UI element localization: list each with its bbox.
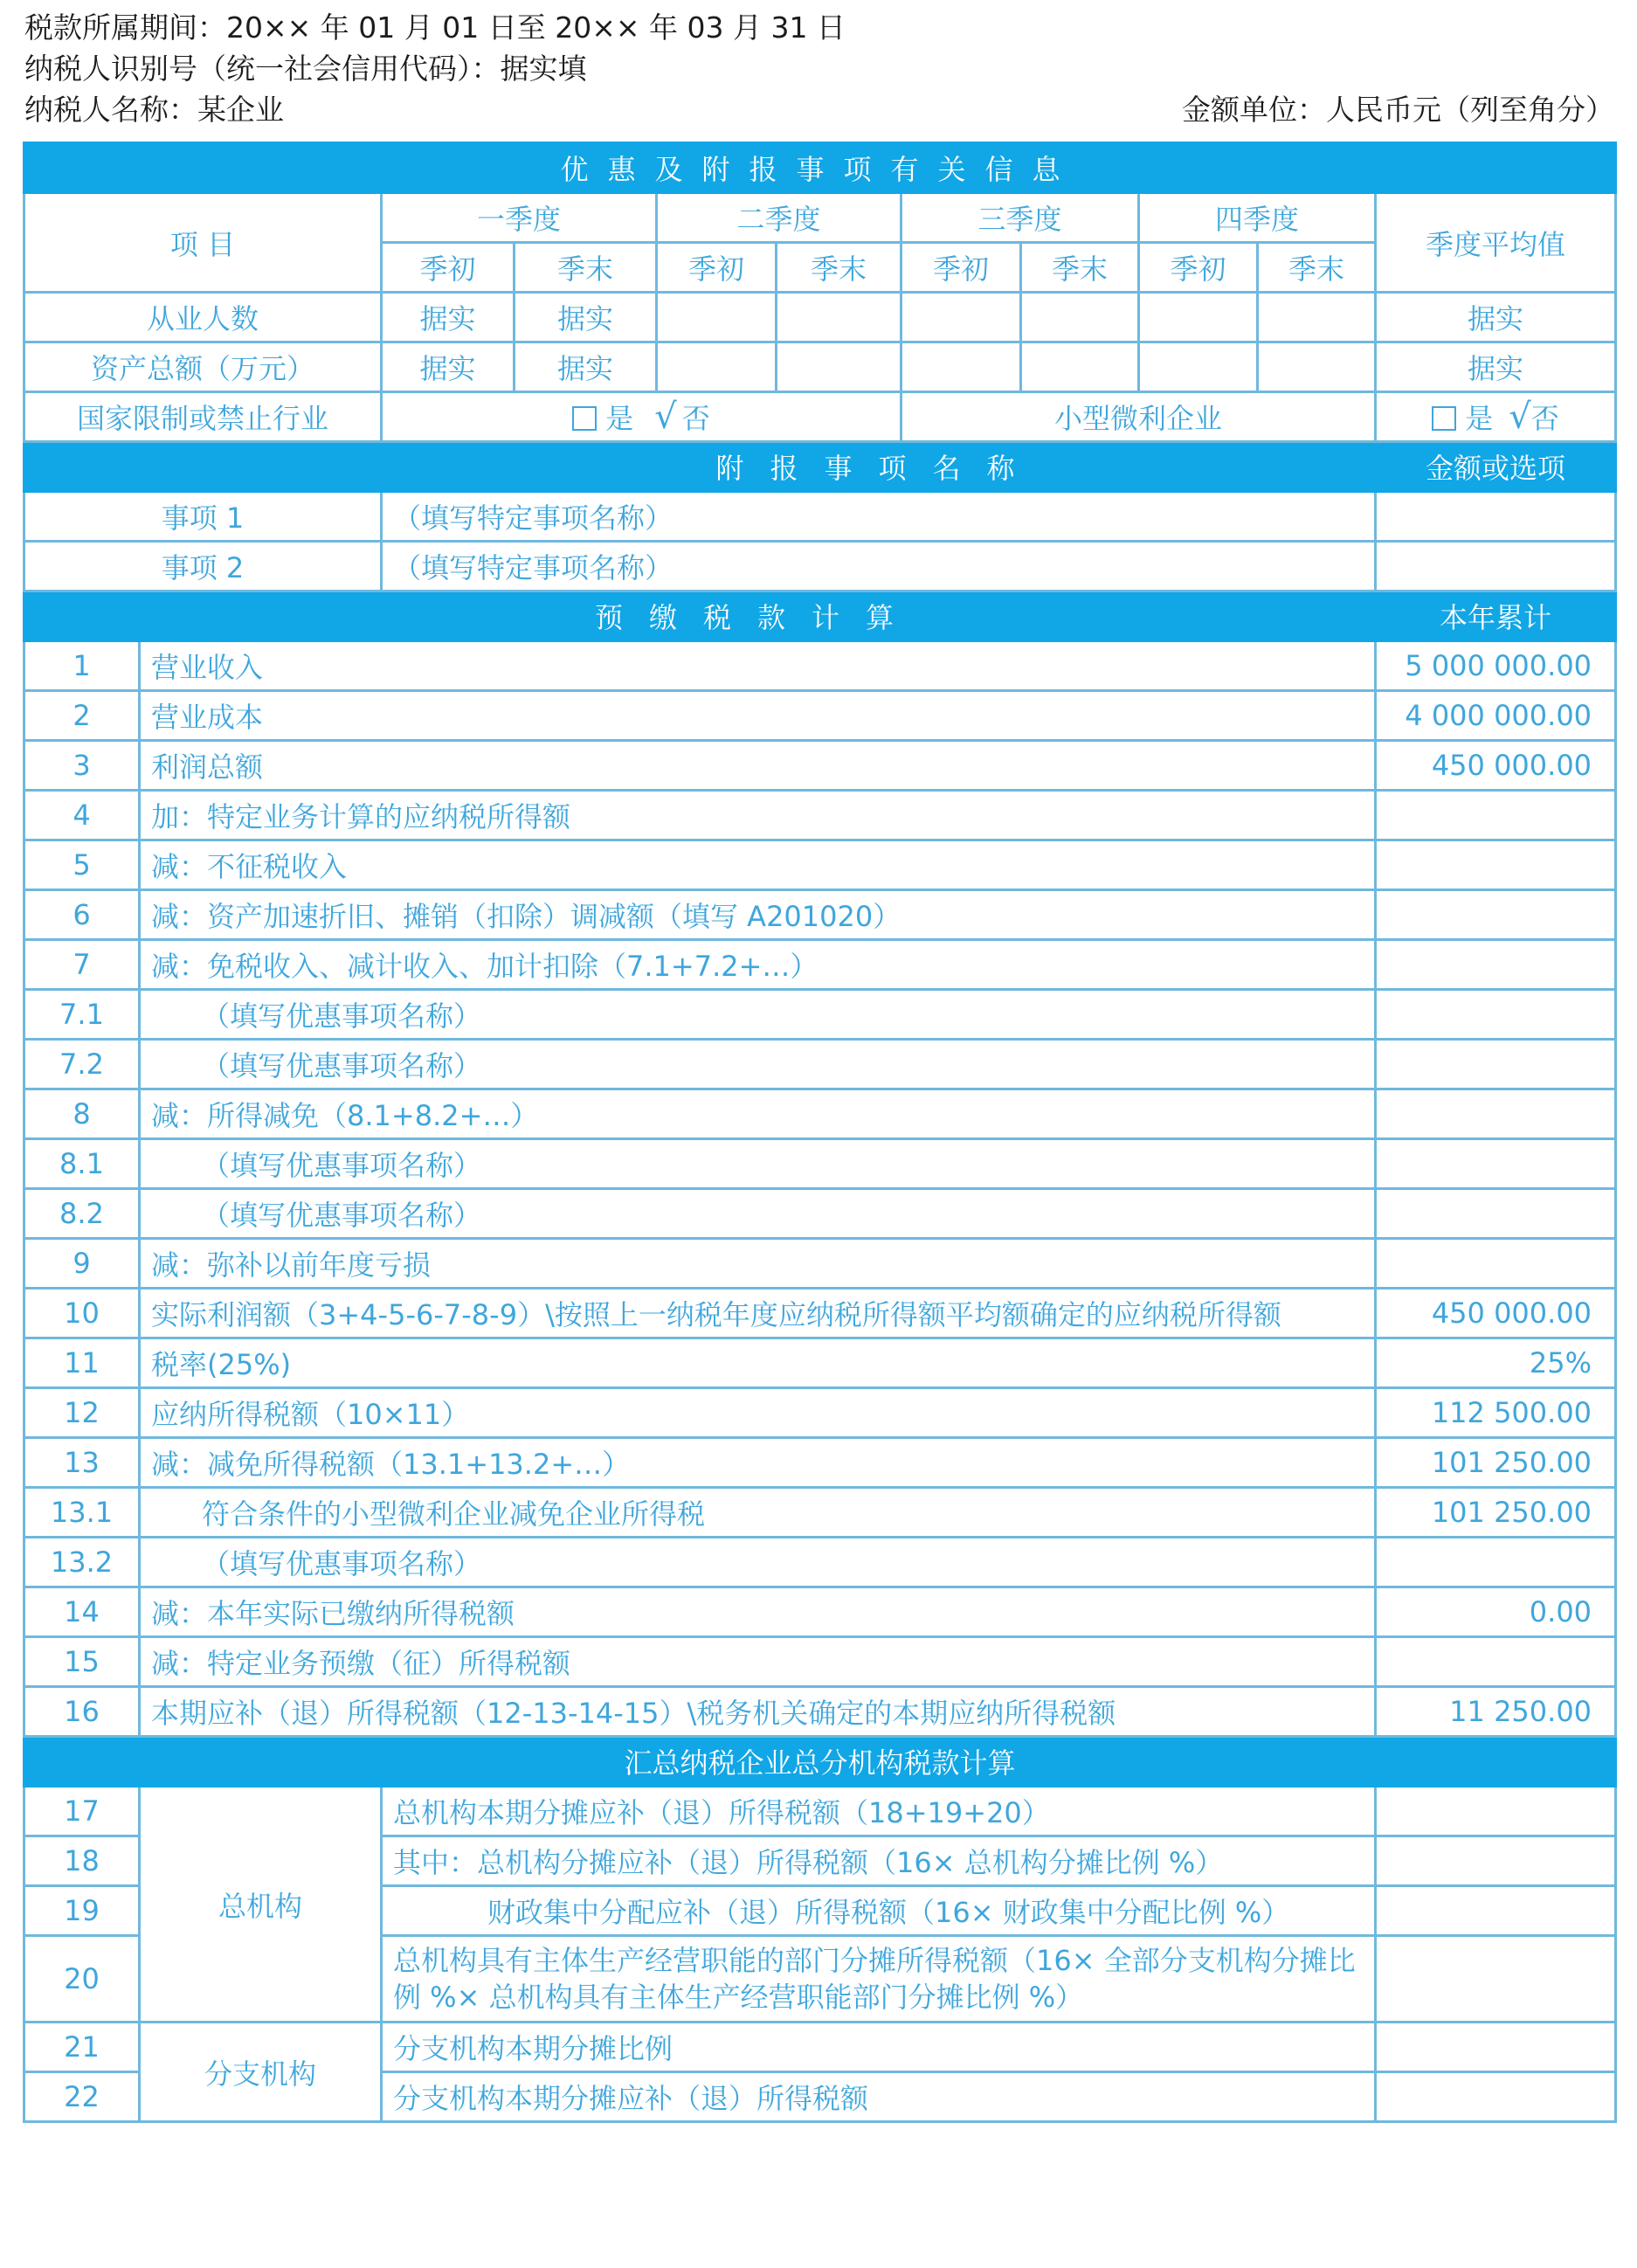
assets-average[interactable]: 据实 (1376, 342, 1616, 392)
row-description: 总机构本期分摊应补（退）所得税额（18+19+20） (382, 1787, 1376, 1836)
row-number: 7 (24, 940, 140, 990)
row-number: 8.2 (24, 1189, 140, 1239)
row-number: 11 (24, 1338, 140, 1388)
table-row (24, 1040, 1616, 1089)
attachment-item-row (24, 492, 1616, 542)
restricted-industry-options (382, 392, 901, 442)
small-micro-label: 小型微利企业 (901, 392, 1376, 442)
small-micro-options (1376, 392, 1616, 442)
row-number: 21 (24, 2023, 140, 2072)
row-value[interactable] (1376, 1886, 1616, 1936)
row-number: 18 (24, 1836, 140, 1886)
row-value[interactable] (1376, 940, 1616, 990)
table-row (24, 1338, 1616, 1388)
assets-q3-start[interactable] (901, 342, 1021, 392)
row-description: 利润总额 (140, 741, 1376, 791)
employees-row (24, 293, 1616, 342)
tax-return-form (23, 142, 1617, 2123)
row-description: 营业收入 (140, 641, 1376, 691)
section-preferential-info-title: 优惠及附报事项有关信息 (24, 143, 1616, 193)
row-value[interactable]: 450 000.00 (1376, 1289, 1616, 1338)
table-row (24, 1687, 1616, 1737)
check-mark-icon[interactable]: √ (654, 397, 677, 437)
row-value[interactable] (1376, 840, 1616, 890)
q4-end-header: 季末 (1258, 243, 1376, 293)
row-value[interactable] (1376, 2023, 1616, 2072)
row-number: 7.2 (24, 1040, 140, 1089)
attachment-item-label: 事项 1 (24, 492, 382, 542)
row-description: 减：减免所得税额（13.1+13.2+…） (140, 1438, 1376, 1488)
table-row (24, 791, 1616, 840)
row-value[interactable]: 11 250.00 (1376, 1687, 1616, 1737)
row-value[interactable] (1376, 2072, 1616, 2122)
table-row (24, 1587, 1616, 1637)
row-value[interactable]: 450 000.00 (1376, 741, 1616, 791)
row-value[interactable] (1376, 1239, 1616, 1289)
row-description: 分支机构本期分摊应补（退）所得税额 (382, 2072, 1376, 2122)
table-row (24, 1089, 1616, 1139)
assets-q1-start[interactable]: 据实 (382, 342, 515, 392)
quarter-3-header: 三季度 (901, 193, 1139, 243)
employees-q4-start[interactable] (1139, 293, 1258, 342)
employees-average[interactable]: 据实 (1376, 293, 1616, 342)
tax-period: 税款所属期间：20×× 年 01 月 01 日至 20×× 年 03 月 31 日 (24, 10, 846, 45)
row-description: 应纳所得税额（10×11） (140, 1388, 1376, 1438)
attachment-item-name[interactable]: （填写特定事项名称） (382, 492, 1376, 542)
row-value[interactable]: 25% (1376, 1338, 1616, 1388)
taxpayer-id: 纳税人识别号（统一社会信用代码）：据实填 (24, 52, 587, 86)
table-row (24, 2023, 1616, 2072)
attachment-item-value[interactable] (1376, 542, 1616, 591)
row-number: 3 (24, 741, 140, 791)
branch-label: 分支机构 (140, 2023, 382, 2122)
table-row (24, 691, 1616, 741)
row-number: 10 (24, 1289, 140, 1338)
row-value[interactable] (1376, 1637, 1616, 1687)
row-value[interactable] (1376, 1089, 1616, 1139)
row-value[interactable] (1376, 990, 1616, 1040)
section-attachment-corner (24, 442, 382, 492)
table-row (24, 840, 1616, 890)
yes-label: 是 (605, 402, 634, 435)
row-description: 减：特定业务预缴（征）所得税额 (140, 1637, 1376, 1687)
row-description: （填写优惠事项名称） (140, 1040, 1376, 1089)
table-row (24, 940, 1616, 990)
row-number: 15 (24, 1637, 140, 1687)
quarter-1-header: 一季度 (382, 193, 657, 243)
restricted-industry-row (24, 392, 1616, 442)
row-number: 8.1 (24, 1139, 140, 1189)
row-value[interactable] (1376, 791, 1616, 840)
row-number: 13.2 (24, 1538, 140, 1587)
row-number: 1 (24, 641, 140, 691)
row-number: 7.1 (24, 990, 140, 1040)
q2-start-header: 季初 (657, 243, 777, 293)
assets-q3-end[interactable] (1021, 342, 1139, 392)
row-number: 19 (24, 1886, 140, 1936)
row-number: 22 (24, 2072, 140, 2122)
currency-unit: 金额单位：人民币元（列至角分） (1182, 93, 1614, 127)
assets-q2-start[interactable] (657, 342, 777, 392)
assets-q4-end[interactable] (1258, 342, 1376, 392)
employees-q2-start[interactable] (657, 293, 777, 342)
table-row (24, 1438, 1616, 1488)
quarter-4-header: 四季度 (1139, 193, 1376, 243)
row-value[interactable] (1376, 1040, 1616, 1089)
attachment-item-row (24, 542, 1616, 591)
no-label: 否 (681, 402, 710, 435)
table-row (24, 1289, 1616, 1338)
table-row (24, 1787, 1616, 1836)
employees-q4-end[interactable] (1258, 293, 1376, 342)
row-description: （填写优惠事项名称） (140, 990, 1376, 1040)
row-description: 总机构具有主体生产经营职能的部门分摊所得税额（16× 全部分支机构分摊比例 %× 总机构具有主体生产经营职能部门分摊比例 %） (382, 1936, 1376, 2023)
q1-start-header: 季初 (382, 243, 515, 293)
row-value[interactable] (1376, 1139, 1616, 1189)
table-row (24, 1637, 1616, 1687)
table-row (24, 1538, 1616, 1587)
table-row (24, 1139, 1616, 1189)
row-description: 本期应补（退）所得税额（12-13-14-15）\税务机关确定的本期应纳所得税额 (140, 1687, 1376, 1737)
section-attachment-title: 附报事项名称 (382, 442, 1376, 492)
row-number: 14 (24, 1587, 140, 1637)
assets-q1-end[interactable]: 据实 (515, 342, 657, 392)
row-number: 6 (24, 890, 140, 940)
row-description: （填写优惠事项名称） (140, 1139, 1376, 1189)
row-number: 13.1 (24, 1488, 140, 1538)
quarter-average-header: 季度平均值 (1376, 193, 1616, 293)
row-description: 减：弥补以前年度亏损 (140, 1239, 1376, 1289)
row-description: 减：所得减免（8.1+8.2+…） (140, 1089, 1376, 1139)
row-number: 4 (24, 791, 140, 840)
row-number: 20 (24, 1936, 140, 2023)
row-number: 13 (24, 1438, 140, 1488)
section-consolidated-title: 汇总纳税企业总分机构税款计算 (24, 1737, 1616, 1787)
no-label: 否 (1530, 402, 1559, 435)
q3-end-header: 季末 (1021, 243, 1139, 293)
assets-q2-end[interactable] (777, 342, 901, 392)
yes-checkbox[interactable] (572, 406, 597, 431)
employees-q1-start[interactable]: 据实 (382, 293, 515, 342)
assets-label: 资产总额（万元） (24, 342, 382, 392)
section-prepay-title: 预缴税款计算 (140, 591, 1376, 641)
employees-q3-end[interactable] (1021, 293, 1139, 342)
attachment-item-label: 事项 2 (24, 542, 382, 591)
employees-label: 从业人数 (24, 293, 382, 342)
attachment-item-value[interactable] (1376, 492, 1616, 542)
check-mark-icon[interactable]: √ (1509, 397, 1531, 437)
row-number: 17 (24, 1787, 140, 1836)
table-row (24, 741, 1616, 791)
row-value[interactable]: 0.00 (1376, 1587, 1616, 1637)
row-value[interactable]: 5 000 000.00 (1376, 641, 1616, 691)
section-prepay-corner (24, 591, 140, 641)
row-description: （填写优惠事项名称） (140, 1189, 1376, 1239)
q1-end-header: 季末 (515, 243, 657, 293)
row-description: （填写优惠事项名称） (140, 1538, 1376, 1587)
employees-q2-end[interactable] (777, 293, 901, 342)
row-description: 减：资产加速折旧、摊销（扣除）调减额（填写 A201020） (140, 890, 1376, 940)
row-value[interactable] (1376, 890, 1616, 940)
year-total-header: 本年累计 (1376, 591, 1616, 641)
taxpayer-name: 纳税人名称：某企业 (24, 93, 284, 127)
row-number: 2 (24, 691, 140, 741)
row-value[interactable] (1376, 1538, 1616, 1587)
row-number: 8 (24, 1089, 140, 1139)
row-description: 税率(25%) (140, 1338, 1376, 1388)
row-description: 财政集中分配应补（退）所得税额（16× 财政集中分配比例 %） (382, 1886, 1376, 1936)
row-number: 5 (24, 840, 140, 890)
assets-q4-start[interactable] (1139, 342, 1258, 392)
q3-start-header: 季初 (901, 243, 1021, 293)
item-header: 项 目 (24, 193, 382, 293)
row-value[interactable] (1376, 1787, 1616, 1836)
row-value[interactable] (1376, 1836, 1616, 1886)
table-row (24, 1388, 1616, 1438)
row-description: 营业成本 (140, 691, 1376, 741)
row-number: 16 (24, 1687, 140, 1737)
row-value[interactable]: 101 250.00 (1376, 1488, 1616, 1538)
row-description: 减：免税收入、减计收入、加计扣除（7.1+7.2+…） (140, 940, 1376, 990)
table-row (24, 1189, 1616, 1239)
employees-q1-end[interactable]: 据实 (515, 293, 657, 342)
row-description: 分支机构本期分摊比例 (382, 2023, 1376, 2072)
q2-end-header: 季末 (777, 243, 901, 293)
head-office-label: 总机构 (140, 1787, 382, 2023)
table-row (24, 1488, 1616, 1538)
row-description: 其中：总机构分摊应补（退）所得税额（16× 总机构分摊比例 %） (382, 1836, 1376, 1886)
table-row (24, 890, 1616, 940)
row-description: 加：特定业务计算的应纳税所得额 (140, 791, 1376, 840)
row-description: 实际利润额（3+4-5-6-7-8-9）\按照上一纳税年度应纳税所得额平均额确定的应纳税所得额 (140, 1289, 1376, 1338)
row-description: 减：不征税收入 (140, 840, 1376, 890)
row-value[interactable]: 112 500.00 (1376, 1388, 1616, 1438)
row-number: 12 (24, 1388, 140, 1438)
table-row (24, 641, 1616, 691)
table-row (24, 1239, 1616, 1289)
yes-checkbox[interactable] (1432, 406, 1456, 431)
row-value[interactable] (1376, 1189, 1616, 1239)
yes-label: 是 (1465, 402, 1494, 435)
row-description: 减：本年实际已缴纳所得税额 (140, 1587, 1376, 1637)
row-number: 9 (24, 1239, 140, 1289)
quarter-2-header: 二季度 (657, 193, 901, 243)
restricted-industry-label: 国家限制或禁止行业 (24, 392, 382, 442)
row-value[interactable]: 101 250.00 (1376, 1438, 1616, 1488)
amount-or-option-header: 金额或选项 (1376, 442, 1616, 492)
q4-start-header: 季初 (1139, 243, 1258, 293)
table-row (24, 990, 1616, 1040)
employees-q3-start[interactable] (901, 293, 1021, 342)
attachment-item-name[interactable]: （填写特定事项名称） (382, 542, 1376, 591)
assets-row (24, 342, 1616, 392)
row-value[interactable] (1376, 1936, 1616, 2023)
row-value[interactable]: 4 000 000.00 (1376, 691, 1616, 741)
row-description: 符合条件的小型微利企业减免企业所得税 (140, 1488, 1376, 1538)
